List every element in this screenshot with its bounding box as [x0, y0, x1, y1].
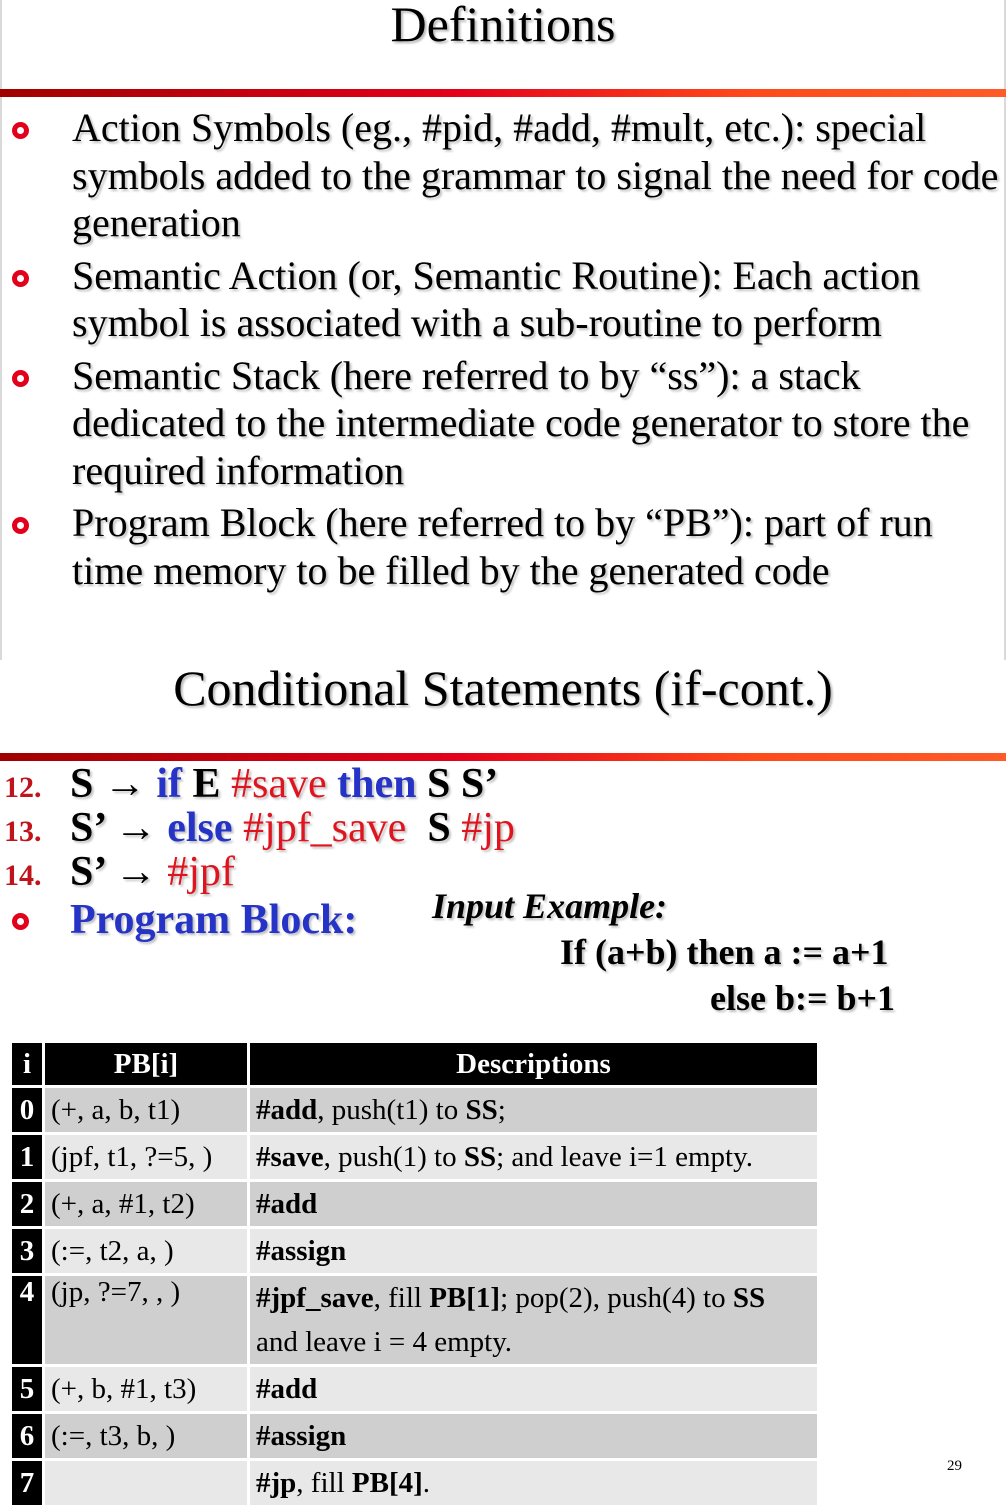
description-fragment: #add	[256, 1188, 318, 1220]
definition-item	[0, 104, 1006, 247]
pb-cell: (+, a, #1, t2)	[45, 1182, 250, 1229]
definition-item	[0, 252, 1006, 347]
rule-token: #save	[231, 761, 338, 807]
description-fragment: #add	[256, 1373, 318, 1405]
rule-token: S S’	[427, 761, 499, 807]
input-example-label: Input Example:	[432, 886, 668, 926]
definition-text: Action Symbols (eg., #pid, #add, #mult, etc.): special symbols added to the grammar to signal the need for code generation	[72, 105, 999, 245]
table-row	[12, 1229, 817, 1276]
rule-token: E	[192, 761, 232, 807]
row-index: 4	[12, 1276, 45, 1367]
rule-token: →	[114, 805, 168, 851]
description-cell	[250, 1135, 817, 1182]
rule-token: else	[167, 805, 244, 851]
definition-text: Program Block (here referred to by “PB”): part of run time memory to be filled by the generated code	[72, 500, 933, 593]
rule-number: 14.	[4, 859, 42, 892]
row-index: 5	[12, 1367, 45, 1414]
description-fragment: #save	[256, 1141, 324, 1173]
row-index: 3	[12, 1229, 45, 1276]
table-row	[12, 1414, 817, 1461]
description-cell	[250, 1088, 817, 1135]
rule-token: if	[156, 761, 193, 807]
title-underline	[0, 89, 1006, 97]
definitions-list	[0, 104, 1006, 599]
rule-production	[70, 762, 498, 806]
bullet-circle-icon	[12, 370, 29, 387]
grammar-rule	[0, 806, 1006, 850]
rule-token: S’	[70, 805, 115, 851]
description-cell	[250, 1461, 817, 1508]
description-fragment: , push(t1) to	[317, 1094, 466, 1126]
description-fragment: , fill	[296, 1467, 352, 1499]
row-index: 1	[12, 1135, 45, 1182]
page-number: 29	[947, 1458, 962, 1474]
description-fragment: #add	[256, 1094, 318, 1126]
grammar-rules	[0, 762, 1006, 894]
column-header-pb: PB[i]	[45, 1043, 250, 1088]
description-cell	[250, 1276, 817, 1367]
definitions-title: Definitions	[390, 0, 616, 52]
description-fragment: #assign	[256, 1235, 347, 1267]
description-fragment: , push(1) to	[323, 1141, 464, 1173]
definition-item	[0, 352, 1006, 495]
description-fragment: .	[422, 1467, 431, 1499]
row-index: 0	[12, 1088, 45, 1135]
description-fragment: #jp	[256, 1467, 297, 1499]
definition-text: Semantic Action (or, Semantic Routine): Each action symbol is associated with a sub-routine to perform	[72, 252, 921, 345]
rule-number: 12.	[4, 771, 42, 804]
rule-token: S	[70, 761, 104, 807]
description-fragment: ;	[497, 1094, 506, 1126]
description-fragment: SS	[465, 1094, 498, 1126]
rule-production	[70, 850, 235, 894]
table-row	[12, 1088, 817, 1135]
pb-cell: (jp, ?=7, , )	[45, 1276, 250, 1367]
row-index: 2	[12, 1182, 45, 1229]
description-fragment: SS	[732, 1282, 766, 1314]
column-header-i: i	[12, 1043, 45, 1088]
description-cell	[250, 1229, 817, 1276]
rule-token: S	[427, 805, 462, 851]
rule-token: →	[103, 761, 157, 807]
bullet-circle-icon	[12, 270, 29, 287]
rule-production	[70, 806, 515, 850]
rule-token: #jpf	[167, 849, 235, 895]
table-row	[12, 1461, 817, 1508]
description-fragment: PB[1]	[429, 1282, 501, 1314]
bullet-circle-icon	[12, 517, 29, 534]
pb-cell: (+, b, #1, t3)	[45, 1367, 250, 1414]
table-row	[12, 1182, 817, 1229]
program-block-label: Program Block:	[70, 897, 358, 943]
row-index: 6	[12, 1414, 45, 1461]
rule-token: then	[337, 761, 428, 807]
program-block-table	[12, 1043, 817, 1508]
rule-token: S’	[70, 849, 115, 895]
table-row	[12, 1367, 817, 1414]
description-fragment: and leave i = 4 empty.	[256, 1326, 513, 1358]
table-header-row	[12, 1043, 817, 1088]
description-cell	[250, 1182, 817, 1229]
description-fragment: , fill	[373, 1282, 430, 1314]
input-example-line: If (a+b) then a := a+1	[560, 932, 889, 972]
rule-token: #jpf_save	[243, 805, 428, 851]
description-fragment: SS	[463, 1141, 497, 1173]
grammar-rule	[0, 762, 1006, 806]
description-fragment: #jpf_save	[256, 1282, 374, 1314]
pb-cell: (:=, t3, b, )	[45, 1414, 250, 1461]
table-row	[12, 1276, 817, 1367]
row-index: 7	[12, 1461, 45, 1508]
description-fragment: ; pop(2), push(4) to	[500, 1282, 733, 1314]
description-fragment: ; and leave i=1 empty.	[496, 1141, 753, 1173]
description-cell	[250, 1367, 817, 1414]
bullet-circle-icon	[12, 122, 29, 139]
input-example-line: else b:= b+1	[710, 978, 896, 1018]
rule-token: #jp	[461, 805, 515, 851]
rule-number: 13.	[4, 815, 42, 848]
rule-token: →	[114, 849, 168, 895]
bullet-circle-icon	[12, 913, 29, 930]
definition-item	[0, 499, 1006, 594]
description-fragment: PB[4]	[351, 1467, 423, 1499]
description-cell	[250, 1414, 817, 1461]
description-fragment: #assign	[256, 1420, 347, 1452]
definition-text: Semantic Stack (here referred to by “ss”): a stack dedicated to the intermediate code generator to store the required information	[72, 352, 970, 493]
pb-cell: (:=, t2, a, )	[45, 1229, 250, 1276]
conditional-statements-title: Conditional Statements (if-cont.)	[173, 660, 833, 716]
pb-cell: (+, a, b, t1)	[45, 1088, 250, 1135]
table-row	[12, 1135, 817, 1182]
column-header-descriptions: Descriptions	[250, 1043, 817, 1088]
pb-cell: (jpf, t1, ?=5, )	[45, 1135, 250, 1182]
pb-cell	[45, 1461, 250, 1508]
title-underline	[0, 753, 1006, 761]
